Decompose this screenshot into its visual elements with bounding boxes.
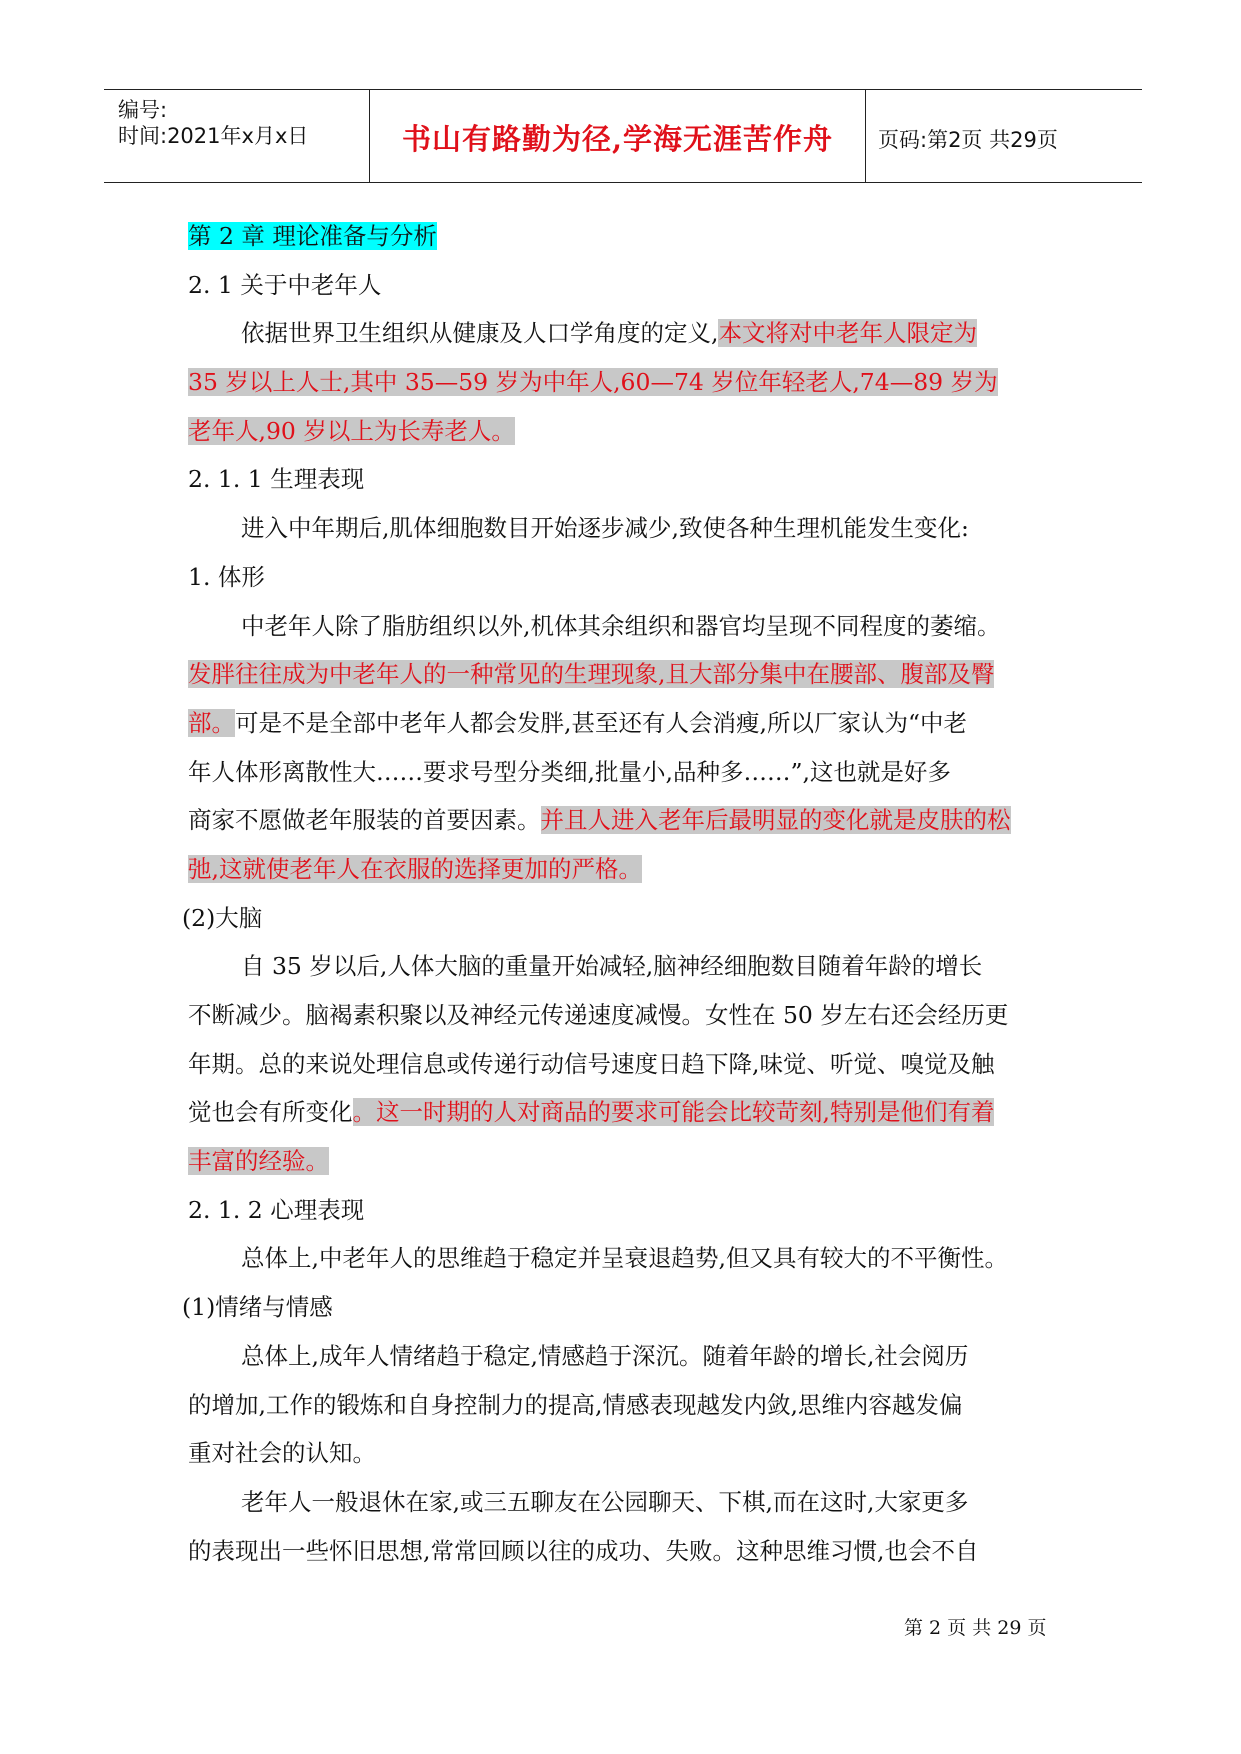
list-item: 1. 体形 bbox=[188, 562, 265, 591]
header-right-cell bbox=[866, 90, 1142, 182]
highlighted-text: 老年人,90 岁以上为长寿老人。 bbox=[188, 416, 515, 445]
text-span: 觉也会有所变化 bbox=[188, 1098, 353, 1127]
highlighted-text: 弛,这就使老年人在衣服的选择更加的严格。 bbox=[188, 854, 642, 883]
paragraph-line bbox=[188, 796, 1068, 845]
header-left-cell bbox=[104, 90, 370, 182]
paragraph-line: 重对社会的认知。 bbox=[188, 1439, 376, 1468]
document-body bbox=[182, 212, 1068, 1575]
section-heading: 2. 1 关于中老年人 bbox=[188, 270, 382, 299]
subsection-heading: 2. 1. 1 生理表现 bbox=[188, 465, 365, 494]
paragraph-line: 的增加,工作的锻炼和自身控制力的提高,情感表现越发内敛,思维内容越发偏 bbox=[188, 1390, 963, 1419]
page-info: 页码:第2页 共29页 bbox=[878, 128, 1058, 152]
paragraph-line: 中老年人除了脂肪组织以外,机体其余组织和器官均呈现不同程度的萎缩。 bbox=[241, 611, 1001, 640]
highlighted-text: 并且人进入老年后最明显的变化就是皮肤的松 bbox=[540, 806, 1011, 835]
paragraph-line: 老年人一般退休在家,或三五聊友在公园聊天、下棋,而在这时,大家更多 bbox=[241, 1487, 969, 1516]
list-item: (1)情绪与情感 bbox=[182, 1293, 333, 1322]
paragraph-line bbox=[188, 309, 1068, 358]
page-footer: 第 2 页 共 29 页 bbox=[904, 1617, 1047, 1639]
highlighted-text: 35 岁以上人士,其中 35—59 岁为中年人,60—74 岁位年轻老人,74—89 岁为 bbox=[188, 368, 998, 397]
motto: 书山有路勤为径,学海无涯苦作舟 bbox=[401, 122, 834, 156]
paragraph-line: 进入中年期后,肌体细胞数目开始逐步减少,致使各种生理机能发生变化: bbox=[241, 514, 969, 543]
paragraph-line: 年期。总的来说处理信息或传递行动信号速度日趋下降,味觉、听觉、嗅觉及触 bbox=[188, 1049, 995, 1078]
paragraph-line: 自 35 岁以后,人体大脑的重量开始减轻,脑神经细胞数目随着年龄的增长 bbox=[241, 952, 983, 981]
highlighted-text: 部。 bbox=[188, 708, 235, 737]
header-center-cell bbox=[370, 90, 866, 182]
paragraph-line: 不断减少。脑褐素积聚以及神经元传递速度减慢。女性在 50 岁左右还会经历更 bbox=[188, 1001, 1009, 1029]
subsection-heading: 2. 1. 2 心理表现 bbox=[188, 1195, 365, 1224]
highlighted-text: 本文将对中老年人限定为 bbox=[718, 319, 977, 348]
paragraph-line bbox=[188, 845, 1068, 894]
highlighted-text: 。这一时期的人对商品的要求可能会比较苛刻,特别是他们有着 bbox=[352, 1098, 995, 1127]
highlighted-text: 丰富的经验。 bbox=[188, 1147, 329, 1176]
text-span: 依据世界卫生组织从健康及人口学角度的定义, bbox=[241, 319, 719, 348]
paragraph-line: 总体上,中老年人的思维趋于稳定并呈衰退趋势,但又具有较大的不平衡性。 bbox=[241, 1244, 1008, 1273]
paragraph-line bbox=[188, 699, 1068, 748]
paragraph-line bbox=[188, 407, 1068, 456]
paragraph-line bbox=[188, 358, 1068, 407]
paragraph-line: 的表现出一些怀旧思想,常常回顾以往的成功、失败。这种思维习惯,也会不自 bbox=[188, 1536, 979, 1565]
header-table bbox=[104, 89, 1142, 183]
number-label: 编号: bbox=[118, 98, 168, 122]
paragraph-line bbox=[188, 1088, 1068, 1137]
chapter-title bbox=[188, 212, 1068, 261]
text-span: 可是不是全部中老年人都会发胖,甚至还有人会消瘦,所以厂家认为“中老 bbox=[235, 708, 967, 737]
paragraph-line bbox=[188, 650, 1068, 699]
time-label: 时间:2021年x月x日 bbox=[118, 124, 309, 148]
chapter-title-text: 第 2 章 理论准备与分析 bbox=[188, 222, 437, 250]
list-item: (2)大脑 bbox=[182, 903, 263, 932]
paragraph-line: 总体上,成年人情绪趋于稳定,情感趋于深沉。随着年龄的增长,社会阅历 bbox=[241, 1341, 969, 1370]
text-span: 商家不愿做老年服装的首要因素。 bbox=[188, 806, 541, 835]
paragraph-line bbox=[188, 1137, 1068, 1186]
paragraph-line: 年人体形离散性大……要求号型分类细,批量小,品种多……”,这也就是好多 bbox=[188, 757, 951, 786]
highlighted-text: 发胖往往成为中老年人的一种常见的生理现象,且大部分集中在腰部、腹部及臀 bbox=[188, 660, 995, 689]
